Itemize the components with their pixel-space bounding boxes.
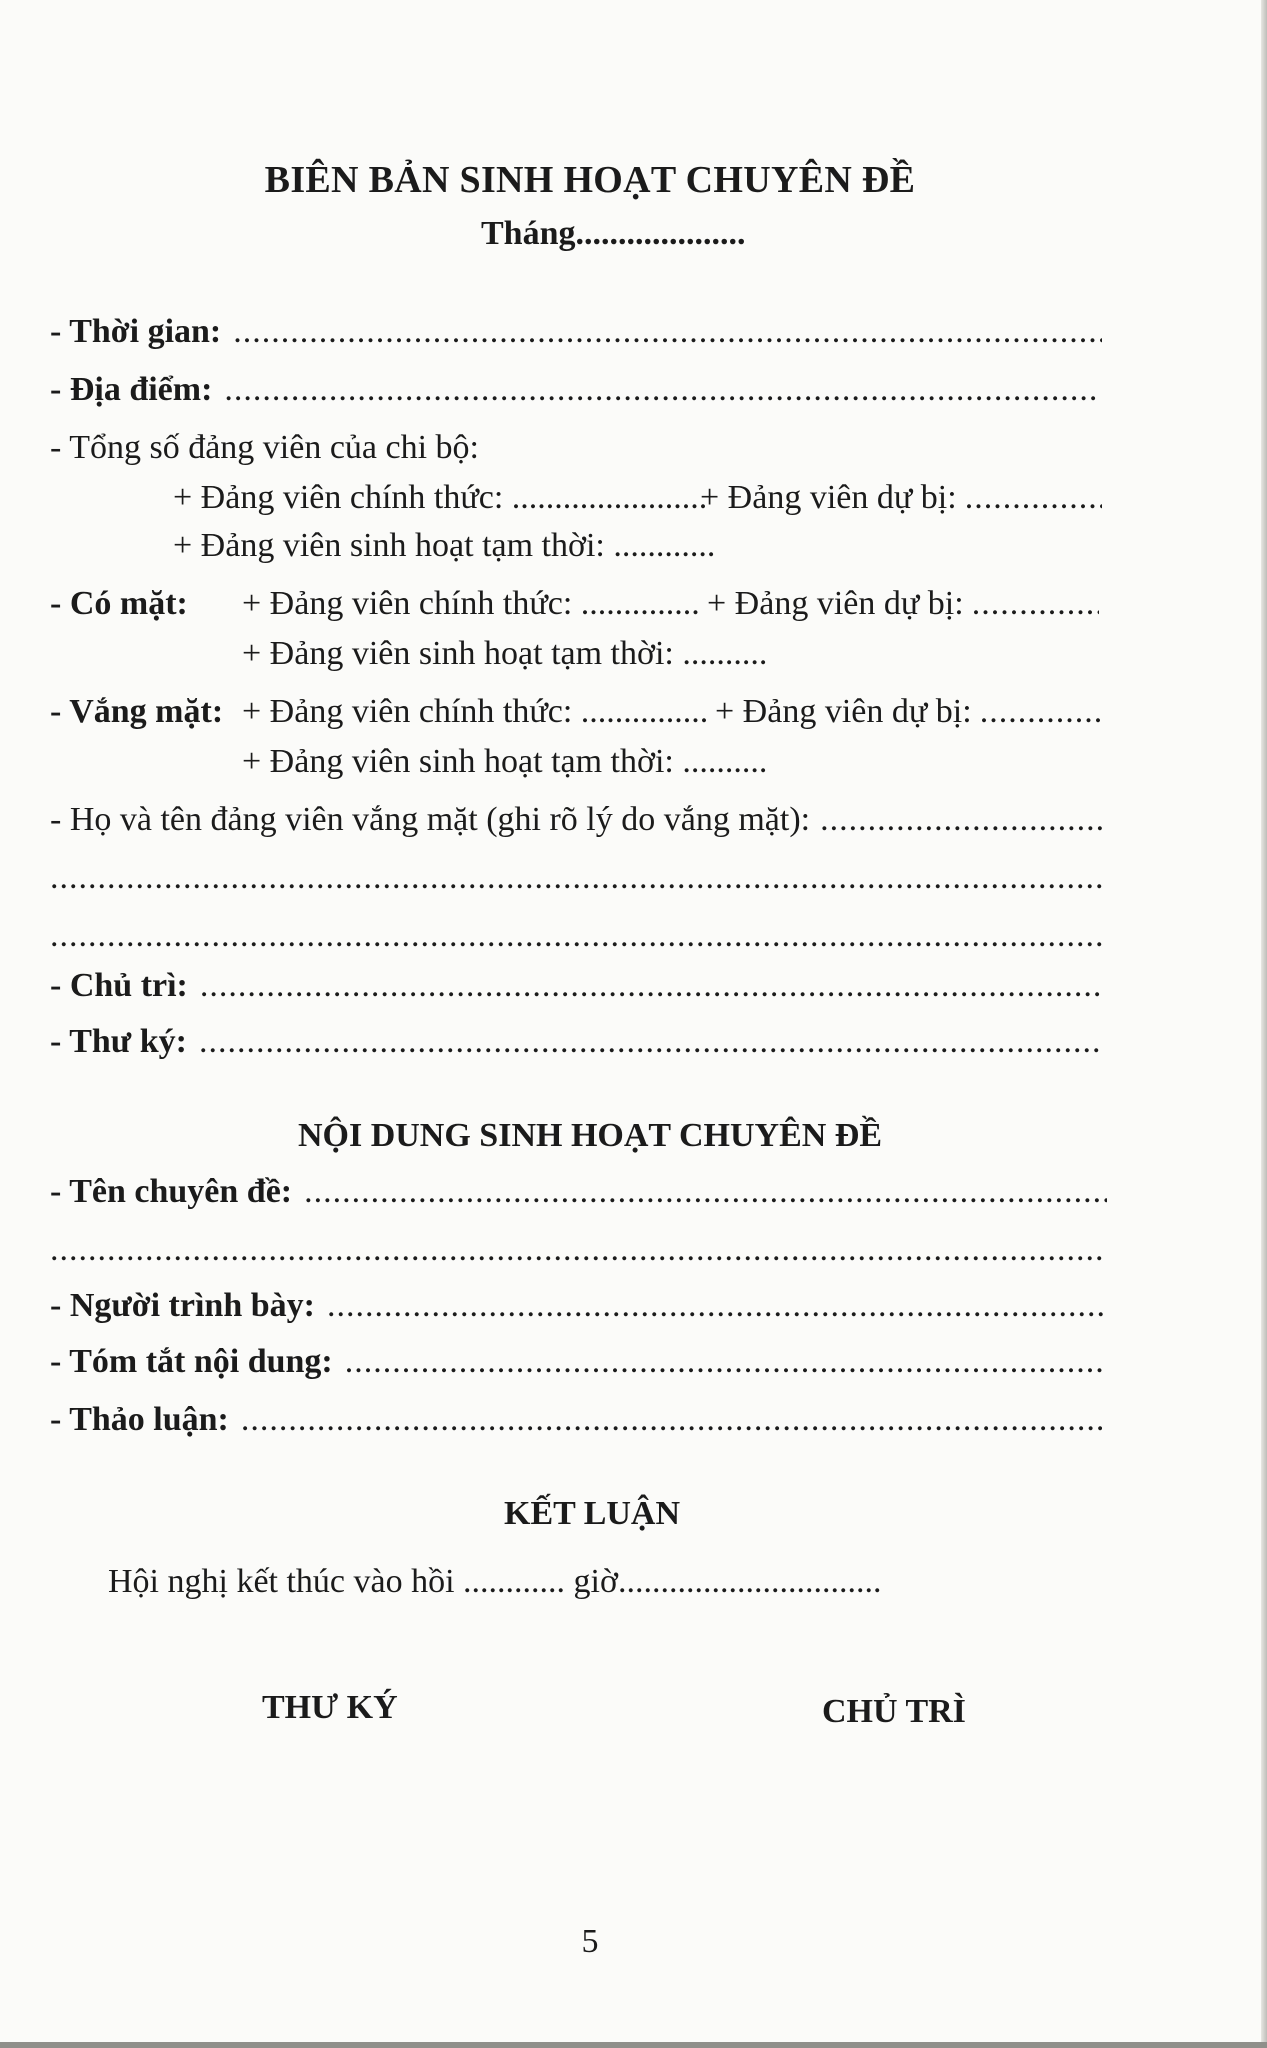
chair-signature-label: CHỦ TRÌ [822,1693,966,1730]
absent-official: + Đảng viên chính thức: ............... [242,693,709,730]
presenter-field [50,1284,1107,1328]
dotted-line [50,914,1102,958]
page-edge [0,2042,1267,2048]
present-official: + Đảng viên chính thức: .............. [242,585,700,622]
present-label: - Có mặt: [50,585,188,622]
dotted-line [241,1398,1102,1442]
reserve-members-label: + Đảng viên dự bị: [700,479,957,516]
absent-names-field [50,798,1102,842]
dotted-line [980,690,1102,734]
presenter-label: - Người trình bày: [50,1287,315,1324]
month-line: Tháng.................... [481,215,746,252]
absent-temporary: + Đảng viên sinh hoạt tạm thời: .......... [242,743,768,780]
absent-label: - Vắng mặt: [50,693,224,730]
summary-label: - Tóm tắt nội dung: [50,1343,333,1380]
place-label: - Địa điểm: [50,371,213,408]
present-reserve-label: + Đảng viên dự bị: [707,585,964,622]
dotted-line [965,476,1102,520]
dotted-line [304,1170,1107,1214]
chair-field [50,964,1102,1008]
conclusion-text: Hội nghị kết thúc vào hồi ............ giờ............................... [108,1563,882,1600]
dotted-line [199,1020,1102,1064]
time-field [50,310,1102,354]
dotted-line [327,1284,1107,1328]
discussion-field [50,1398,1102,1442]
dotted-line [50,1228,1102,1272]
reserve-members-field [700,476,1102,520]
present-reserve-field [707,582,1099,626]
content-heading: NỘI DUNG SINH HOẠT CHUYÊN ĐỀ [297,1117,883,1154]
conclusion-heading: KẾT LUẬN [504,1495,681,1532]
absent-names-label: - Họ và tên đảng viên vắng mặt (ghi rõ lý do vắng mặt): [50,801,811,838]
summary-field [50,1340,1102,1384]
secretary-field [50,1020,1102,1064]
page-number: 5 [581,1923,599,1960]
dotted-line [50,856,1102,900]
secretary-label: - Thư ký: [50,1023,187,1060]
dotted-line [233,310,1102,354]
absent-reserve-field [715,690,1102,734]
secretary-signature-label: THƯ KÝ [262,1689,398,1726]
topic-field [50,1170,1107,1214]
total-members-label: - Tổng số đảng viên của chi bộ: [50,429,480,466]
present-temporary: + Đảng viên sinh hoạt tạm thời: .......... [242,635,768,672]
discussion-label: - Thảo luận: [50,1401,229,1438]
topic-label: - Tên chuyên đề: [50,1173,293,1210]
dotted-line [224,368,1096,412]
dotted-line [200,964,1102,1008]
absent-reserve-label: + Đảng viên dự bị: [715,693,972,730]
place-field [50,368,1096,412]
official-members: + Đảng viên chính thức: ....................... [173,479,708,516]
dotted-line [972,582,1099,626]
dotted-line [345,1340,1102,1384]
page-edge [1261,0,1267,2048]
document-title: BIÊN BẢN SINH HOẠT CHUYÊN ĐỀ [264,159,916,201]
time-label: - Thời gian: [50,313,222,350]
temporary-members: + Đảng viên sinh hoạt tạm thời: ............ [173,527,716,564]
chair-label: - Chủ trì: [50,967,188,1004]
dotted-line [820,798,1102,842]
